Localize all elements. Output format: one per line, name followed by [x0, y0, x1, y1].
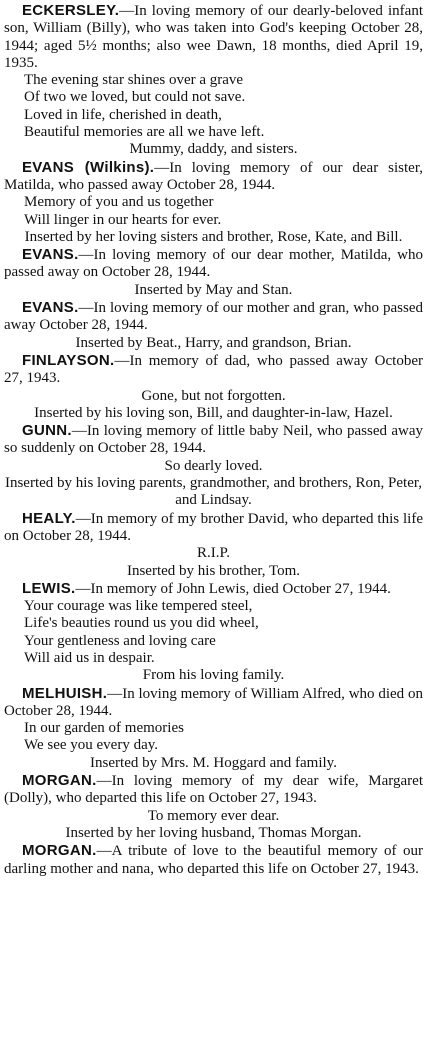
verse-line: Your gentleness and loving care — [24, 632, 216, 649]
notice-surname: ECKERSLEY. — [22, 2, 120, 19]
centered-line: To memory ever dear. — [147, 807, 280, 824]
notice-paragraph — [4, 580, 423, 598]
notice — [4, 510, 423, 580]
notice-paragraph — [4, 246, 423, 282]
notice — [4, 842, 423, 878]
verse-line: We see you every day. — [24, 737, 159, 754]
notice-text: —In memory of dad, who passed away October 27, 1943. — [4, 352, 423, 387]
notice-text: —In loving memory of our dear mother, Matilda, who passed away on October 28, 1944. — [4, 247, 423, 281]
verse-line: The evening star shines over a grave — [24, 72, 244, 89]
notice-surname: MELHUISH. — [22, 684, 108, 702]
notice-paragraph — [4, 159, 423, 195]
inserted-by-line: Inserted by Mrs. M. Hoggard and family. — [90, 754, 337, 771]
notice-text: —In memory of my brother David, who departed this life on October 28, 1944. — [4, 510, 423, 544]
notice-surname: EVANS (Wilkins). — [22, 158, 155, 176]
notice — [4, 299, 423, 352]
verse-line: Your courage was like tempered steel, — [24, 598, 253, 615]
inserted-by-line: Inserted by his loving son, Bill, and daughter-in-law, Hazel. — [34, 404, 393, 421]
notices-list — [4, 2, 423, 878]
verse-line: Memory of you and us together — [24, 194, 214, 211]
notice-text: —In loving memory of our mother and gran, who passed away October 28, 1944. — [4, 300, 423, 334]
notice-paragraph — [4, 842, 423, 878]
notice-paragraph — [4, 299, 423, 335]
notice-paragraph — [4, 685, 423, 721]
notice — [4, 2, 423, 159]
notice-text: —In loving memory of William Alfred, who died on October 28, 1944. — [4, 685, 423, 719]
notice-text: —In loving memory of our dearly-beloved infant son, William (Billy), who was taken into God's keeping October 28, 1944; aged 5½ months; also wee Dawn, 18 months, died April 19, 1935. — [4, 3, 423, 71]
notice-paragraph — [4, 352, 423, 388]
notice-text: —A tribute of love to the beautiful memory of our darling mother and nana, who departed this life on October 27, 1943. — [4, 843, 423, 877]
inserted-by-line: Inserted by her loving sisters and brother, Rose, Kate, and Bill. — [24, 228, 403, 245]
inserted-by-line: Inserted by her loving husband, Thomas Morgan. — [65, 824, 362, 841]
notice-surname: HEALY. — [22, 509, 76, 527]
notice — [4, 159, 423, 246]
notice-text: —In memory of John Lewis, died October 27, 1944. — [75, 580, 391, 597]
verse-line: Will linger in our hearts for ever. — [24, 211, 222, 228]
notice — [4, 685, 423, 772]
notice-paragraph — [4, 772, 423, 808]
notice — [4, 246, 423, 299]
notice-surname: MORGAN. — [22, 842, 97, 860]
notice-paragraph — [4, 510, 423, 546]
notice-surname: GUNN. — [22, 422, 72, 440]
verse-line: Of two we loved, but could not save. — [24, 89, 246, 106]
notice-surname: FINLAYSON. — [22, 351, 115, 369]
notice-text: —In loving memory of our dear sister, Matilda, who passed away October 28, 1944. — [4, 159, 423, 193]
verse-line: Will aid us in despair. — [24, 649, 155, 666]
centered-line: Mummy, daddy, and sisters. — [129, 141, 298, 158]
notice-surname: EVANS. — [22, 246, 79, 264]
inserted-by-line: Inserted by his loving parents, grandmother, and brothers, Ron, Peter, and Lindsay. — [4, 475, 423, 509]
inserted-by-line: Inserted by May and Stan. — [134, 281, 293, 298]
notice-text: —In loving memory of my dear wife, Margaret (Dolly), who departed this life on October 27, 1943. — [4, 773, 423, 807]
notice-surname: EVANS. — [22, 299, 79, 317]
verse-line: Beautiful memories are all we have left. — [24, 124, 265, 141]
notice — [4, 422, 423, 509]
notice-paragraph — [4, 422, 423, 458]
verse-line: Loved in life, cherished in death, — [24, 106, 222, 123]
verse-line: Life's beauties round us you did wheel, — [24, 615, 259, 632]
notice — [4, 580, 423, 685]
inserted-by-line: Inserted by his brother, Tom. — [126, 562, 301, 579]
inserted-by-line: Inserted by Beat., Harry, and grandson, Brian. — [75, 334, 352, 351]
centered-line: R.I.P. — [197, 545, 230, 562]
verse-line: In our garden of memories — [24, 720, 184, 737]
notice-surname: MORGAN. — [22, 772, 97, 790]
notice — [4, 352, 423, 422]
centered-line: From his loving family. — [142, 667, 285, 684]
centered-line: Gone, but not forgotten. — [141, 387, 286, 404]
centered-line: So dearly loved. — [164, 457, 263, 474]
notice-paragraph — [4, 2, 423, 72]
notice-surname: LEWIS. — [22, 579, 76, 597]
notice — [4, 772, 423, 842]
notice-text: —In loving memory of little baby Neil, who passed away so suddenly on October 28, 1944. — [4, 423, 423, 457]
